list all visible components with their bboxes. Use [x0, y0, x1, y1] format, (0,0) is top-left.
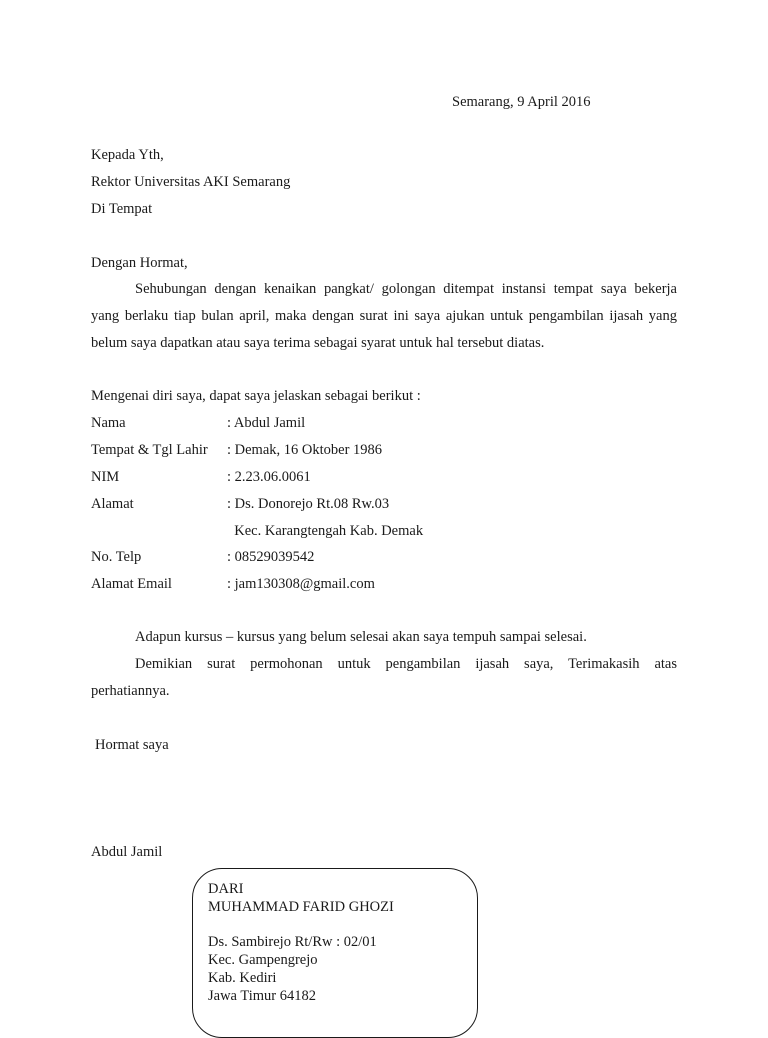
signature-name: Abdul Jamil — [91, 844, 163, 860]
detail-value: : 2.23.06.0061 — [227, 469, 311, 485]
body-line-3: belum saya dapatkan atau saya terima sebagai syarat untuk hal tersebut diatas. — [91, 335, 545, 351]
detail-row-email — [91, 576, 375, 593]
date-line: Semarang, 9 April 2016 — [452, 94, 591, 110]
detail-value: : Ds. Donorejo Rt.08 Rw.03 — [227, 496, 390, 512]
detail-row-phone — [91, 549, 314, 566]
sender-address-line-3: Kab. Kediri — [208, 970, 277, 986]
detail-label: Tempat & Tgl Lahir — [91, 442, 208, 458]
sender-heading: DARI — [208, 881, 244, 897]
recipient-line-1: Kepada Yth, — [91, 147, 164, 163]
detail-row-address-cont — [91, 523, 423, 540]
detail-label: Alamat Email — [91, 576, 172, 592]
detail-row-nim — [91, 469, 311, 486]
detail-row-address — [91, 496, 389, 513]
sender-address-line-2: Kec. Gampengrejo — [208, 952, 318, 968]
body-line-2: yang berlaku tiap bulan april, maka dengan surat ini saya ajukan untuk pengambilan ijasah yang — [91, 308, 677, 324]
detail-row-name — [91, 415, 305, 432]
detail-value: : Abdul Jamil — [227, 415, 306, 431]
sign-off: Hormat saya — [95, 737, 169, 753]
detail-row-birth — [91, 442, 382, 459]
greeting: Dengan Hormat, — [91, 255, 188, 271]
sender-name: MUHAMMAD FARID GHOZI — [208, 899, 394, 915]
detail-value: : 08529039542 — [227, 549, 315, 565]
details-intro: Mengenai diri saya, dapat saya jelaskan sebagai berikut : — [91, 388, 421, 404]
closing-paragraph-1: Adapun kursus – kursus yang belum selesai akan saya tempuh sampai selesai. — [135, 629, 587, 645]
detail-label: Alamat — [91, 496, 134, 512]
detail-label: NIM — [91, 469, 120, 485]
closing-paragraph-2-line-1: Demikian surat permohonan untuk pengambilan ijasah saya, Terimakasih atas — [135, 656, 677, 672]
detail-value: : jam130308@gmail.com — [227, 576, 375, 592]
recipient-line-2: Rektor Universitas AKI Semarang — [91, 174, 291, 190]
closing-paragraph-2-line-2: perhatiannya. — [91, 683, 170, 699]
recipient-line-3: Di Tempat — [91, 201, 153, 217]
detail-label: No. Telp — [91, 549, 142, 565]
detail-label: Nama — [91, 415, 126, 431]
sender-address-line-1: Ds. Sambirejo Rt/Rw : 02/01 — [208, 934, 377, 950]
sender-address-line-4: Jawa Timur 64182 — [208, 988, 316, 1004]
sender-address-box — [192, 868, 478, 1038]
body-line-1: Sehubungan dengan kenaikan pangkat/ golongan ditempat instansi tempat saya bekerja — [135, 281, 677, 297]
detail-value: Kec. Karangtengah Kab. Demak — [227, 523, 424, 539]
detail-value: : Demak, 16 Oktober 1986 — [227, 442, 383, 458]
